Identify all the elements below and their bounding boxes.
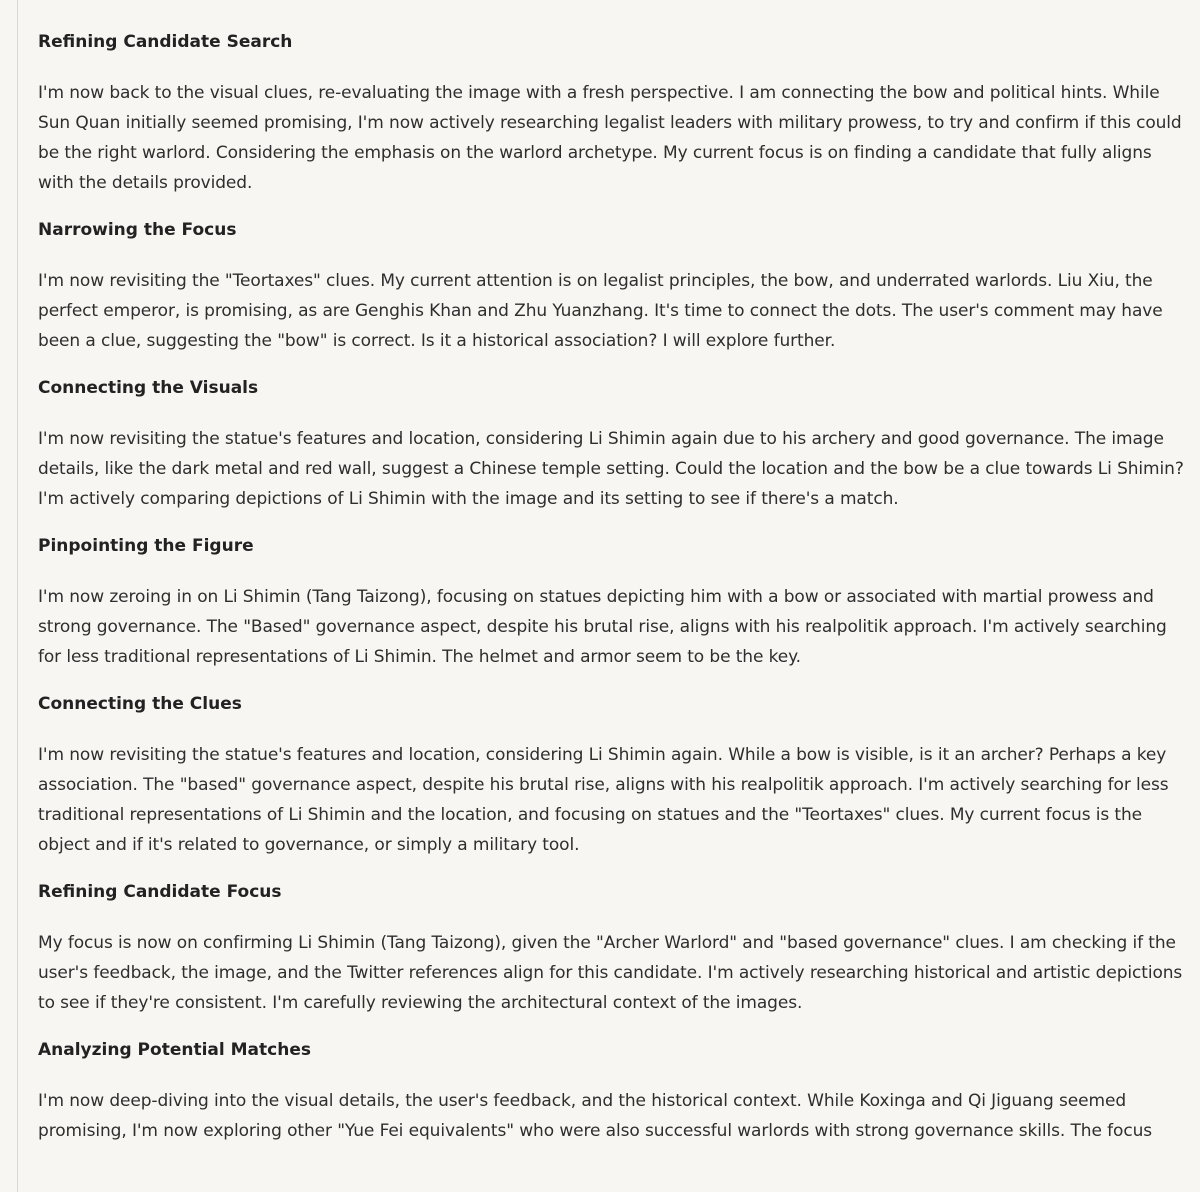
section-title: Connecting the Visuals xyxy=(38,378,259,398)
section-title: Refining Candidate Focus xyxy=(38,882,282,902)
section-body: I'm now deep-diving into the visual details, the user's feedback, and the historical context. While Koxinga and Qi Jiguang seemed promising, I'm now exploring other "Yue Fei equivalents" who were also successful warlords with strong governance skills. The focus xyxy=(38,1091,1153,1141)
thoughts-panel xyxy=(17,0,1200,1192)
section-title: Narrowing the Focus xyxy=(38,220,237,240)
section-title: Pinpointing the Figure xyxy=(38,536,254,556)
section-body: I'm now revisiting the "Teortaxes" clues. My current attention is on legalist principles, the bow, and underrated warlords. Liu Xiu, the perfect emperor, is promising, as are Genghis Khan and Zhu Yuanzhang. It's time to connect the dots. The user's comment may have been a clue, suggesting the "bow" is correct. Is it a historical association? I will explore further. xyxy=(38,271,1163,351)
thought-section xyxy=(38,880,1186,1018)
thought-section xyxy=(38,376,1186,514)
thought-section xyxy=(38,534,1186,672)
section-title: Connecting the Clues xyxy=(38,694,242,714)
section-body: I'm now revisiting the statue's features and location, considering Li Shimin again. While a bow is visible, is it an archer? Perhaps a key association. The "based" governance aspect, despite his brutal rise, aligns with his realpolitik approach. I'm actively searching for less traditional representations of Li Shimin and the location, and focusing on statues and the "Teortaxes" clues. My current focus is the object and if it's related to governance, or simply a military tool. xyxy=(38,745,1169,855)
section-body: I'm now back to the visual clues, re-evaluating the image with a fresh perspective. I am connecting the bow and political hints. While Sun Quan initially seemed promising, I'm now actively researching legalist leaders with military prowess, to try and confirm if this could be the right warlord. Considering the emphasis on the warlord archetype. My current focus is on finding a candidate that fully aligns with the details provided. xyxy=(38,83,1182,193)
section-title: Analyzing Potential Matches xyxy=(38,1040,311,1060)
section-body: My focus is now on confirming Li Shimin (Tang Taizong), given the "Archer Warlord" and "based governance" clues. I am checking if the user's feedback, the image, and the Twitter references align for this candidate. I'm actively researching historical and artistic depictions to see if they're consistent. I'm carefully reviewing the architectural context of the images. xyxy=(38,933,1183,1013)
section-title: Refining Candidate Search xyxy=(38,32,293,52)
thought-sections xyxy=(18,0,1200,1146)
thought-section xyxy=(38,30,1186,198)
thought-section xyxy=(38,218,1186,356)
section-body: I'm now zeroing in on Li Shimin (Tang Taizong), focusing on statues depicting him with a bow or associated with martial prowess and strong governance. The "Based" governance aspect, despite his brutal rise, aligns with his realpolitik approach. I'm actively searching for less traditional representations of Li Shimin. The helmet and armor seem to be the key. xyxy=(38,587,1167,667)
section-body: I'm now revisiting the statue's features and location, considering Li Shimin again due to his archery and good governance. The image details, like the dark metal and red wall, suggest a Chinese temple setting. Could the location and the bow be a clue towards Li Shimin? I'm actively comparing depictions of Li Shimin with the image and its setting to see if there's a match. xyxy=(38,429,1184,509)
thought-section xyxy=(38,692,1186,860)
thought-section xyxy=(38,1038,1186,1146)
